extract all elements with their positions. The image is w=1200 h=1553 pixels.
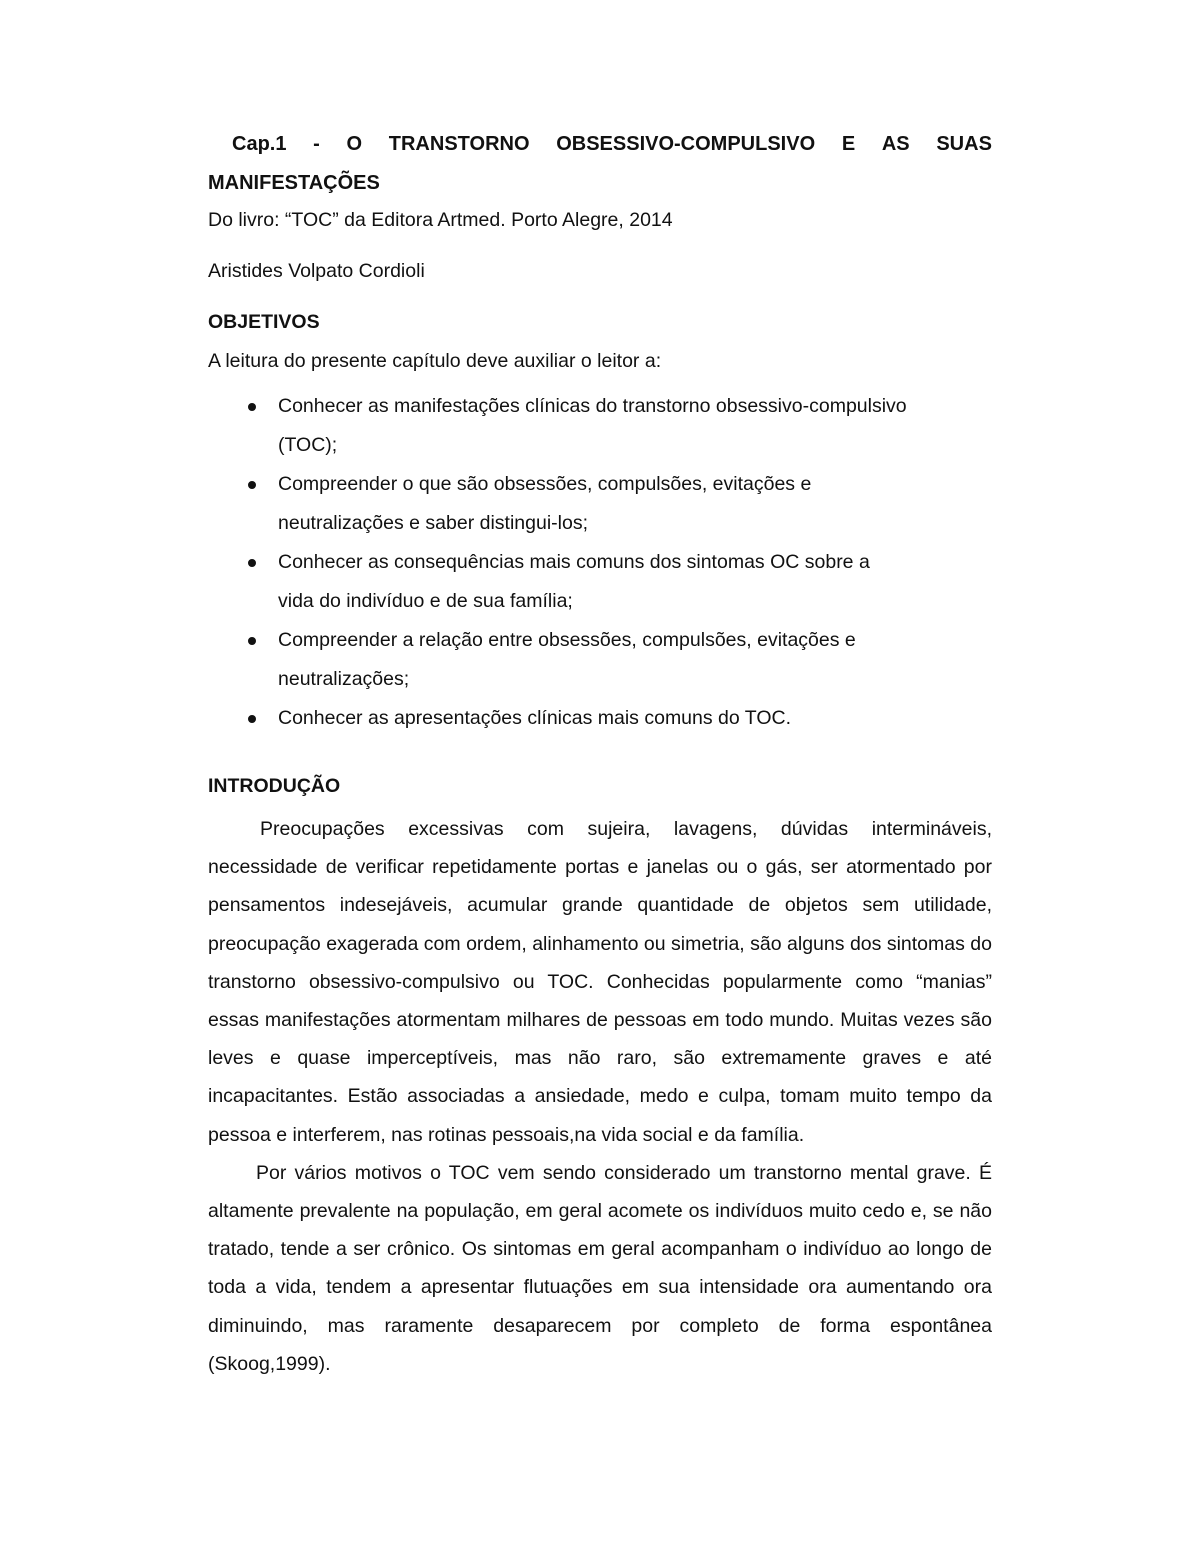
title-word: - [313,133,320,155]
chapter-title-line-1 [208,134,992,154]
title-word: AS [881,133,910,155]
objective-text: Conhecer as apresentações clínicas mais comuns do TOC. [278,707,792,729]
title-word: OBSESSIVO-COMPULSIVO [556,133,816,155]
author-name: Aristides Volpato Cordioli [208,260,425,282]
title-word: O [346,133,363,155]
bullet-icon [248,559,256,567]
bullet-icon [248,481,256,489]
bullet-icon [248,715,256,723]
bullet-icon [248,637,256,645]
paragraph: Por vários motivos o TOC vem sendo considerado um transtorno mental grave. É altamente prevalente na população, em geral acomete os indivíduos muito cedo e, se não tratado, tende a ser crônico. Os sintomas em geral acompanham o indivíduo ao longo de toda a vida, tendem a apresentar flutuações em sua intensidade ora aumentando ora diminuindo, mas raramente desaparecem por completo de forma espontânea (Skoog,1999). [208,1161,992,1375]
introduction-body [208,810,992,1383]
list-item [208,699,908,738]
objective-text: Conhecer as manifestações clínicas do transtorno obsessivo-compulsivo (TOC); [278,395,907,456]
objectives-intro: A leitura do presente capítulo deve auxiliar o leitor a: [208,350,662,372]
title-word: Cap.1 [232,133,287,155]
paragraph: Preocupações excessivas com sujeira, lavagens, dúvidas intermináveis, necessidade de verificar repetidamente portas e janelas ou o gás, ser atormentado por pensamentos indesejáveis, acumular grande quantidade de objetos sem utilidade, preocupação exagerada com ordem, alinhamento ou simetria, são alguns dos sintomas do transtorno obsessivo-compulsivo ou TOC. Conhecidas popularmente como “manias” essas manifestações atormentam milhares de pessoas em todo mundo. Muitas vezes são leves e quase imperceptíveis, mas não raro, são extremamente graves e até incapacitantes. Estão associadas a ansiedade, medo e culpa, tomam muito tempo da pessoa e interferem, nas rotinas pessoais,na vida social e da família. [208,818,992,1146]
title-word: TRANSTORNO [388,133,530,155]
objective-text: Conhecer as consequências mais comuns dos sintomas OC sobre a vida do indivíduo e de sua família; [278,551,870,612]
list-item [208,621,908,699]
book-source: Do livro: “TOC” da Editora Artmed. Porto Alegre, 2014 [208,209,673,231]
list-item [208,465,908,543]
title-word: E [841,133,856,155]
objectives-heading: OBJETIVOS [208,311,320,333]
objectives-list [208,387,908,738]
bullet-icon [248,403,256,411]
list-item [208,543,908,621]
objective-text: Compreender a relação entre obsessões, compulsões, evitações e neutralizações; [278,629,856,690]
introduction-heading: INTRODUÇÃO [208,775,341,797]
list-item [208,387,908,465]
chapter-title-line-2: MANIFESTAÇÕES [208,172,380,194]
objective-text: Compreender o que são obsessões, compulsões, evitações e neutralizações e saber distingui-los; [278,473,812,534]
title-word: SUAS [936,133,992,155]
